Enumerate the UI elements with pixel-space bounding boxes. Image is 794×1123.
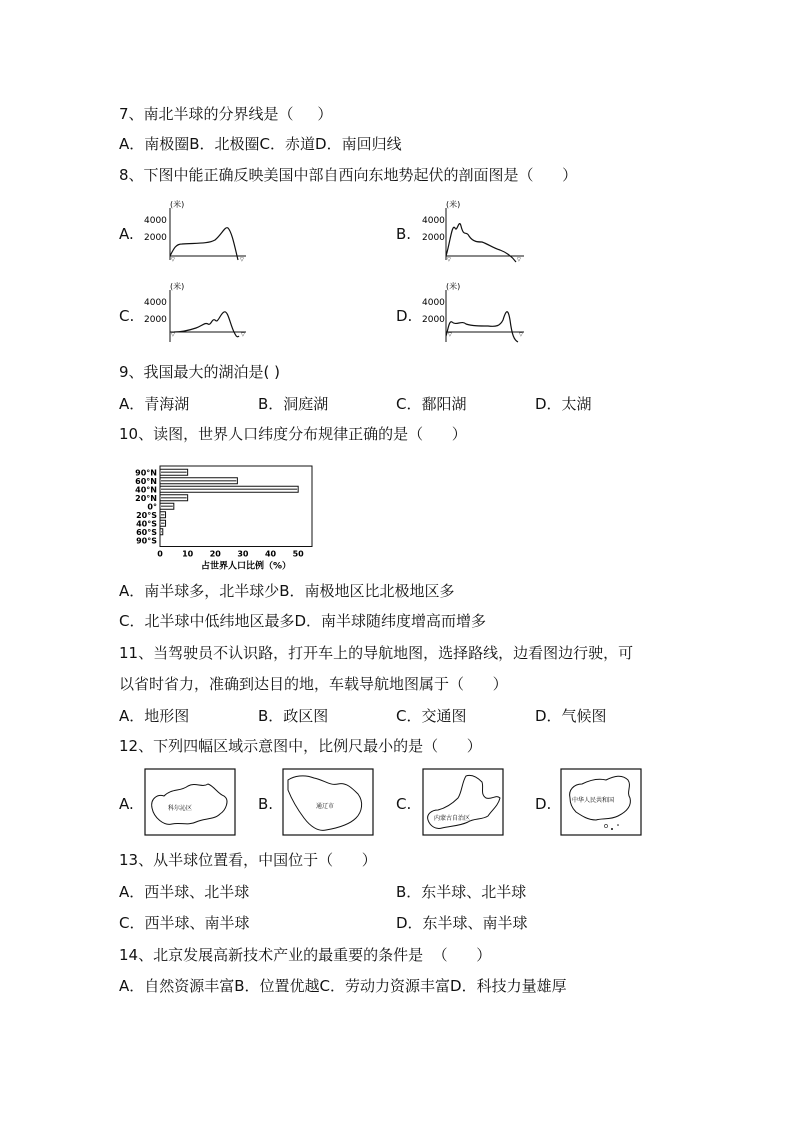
svg-text:▽: ▽ — [171, 257, 175, 263]
population-latitude-chart — [122, 462, 362, 572]
x-tick-label: 0 — [157, 549, 163, 559]
q9-option-a: A．青海湖 — [119, 395, 190, 413]
q8-option-c-label: C. — [119, 307, 135, 325]
q14-options: A．自然资源丰富B．位置优越C．劳动力资源丰富D．科技力量雄厚 — [119, 977, 567, 995]
y-tick-label: 90°S — [136, 536, 157, 546]
q13-option-b: B．东半球、北半球 — [396, 883, 527, 901]
x-tick-label: 10 — [182, 549, 194, 559]
q12-map-a — [144, 768, 236, 836]
q8b-tick-4000: 4000 — [422, 216, 445, 226]
q13-option-d: D．东半球、南半球 — [396, 914, 528, 932]
y-tick-label: 40°S — [136, 519, 157, 529]
q9-option-b: B．洞庭湖 — [258, 395, 329, 413]
q8-profile-c — [140, 280, 250, 348]
q8a-unit: (米) — [170, 200, 185, 209]
q8-stem: 8、下图中能正确反映美国中部自西向东地势起伏的剖面图是（ ） — [119, 166, 578, 184]
q8b-unit: (米) — [446, 200, 461, 209]
q12-map-b — [282, 768, 374, 836]
svg-text:▽: ▽ — [171, 332, 175, 338]
q11-stem-line2: 以省时省力，准确到达目的地，车载导航地图属于（ ） — [119, 675, 508, 693]
q9-stem: 9、我国最大的湖泊是( ) — [119, 363, 281, 381]
q8-option-a-label: A. — [119, 225, 134, 243]
q8-profile-d — [418, 280, 528, 348]
q10-option-ab: A．南半球多，北半球少B．南极地区比北极地区多 — [119, 582, 455, 600]
q12-option-c-label: C. — [396, 795, 412, 813]
q12d-map-name: 中华人民共和国 — [572, 797, 615, 804]
q9-option-d: D．太湖 — [535, 395, 592, 413]
y-tick-label: 90°N — [135, 468, 157, 478]
q13-option-a: A．西半球、北半球 — [119, 883, 250, 901]
q12-option-d-label: D. — [535, 795, 552, 813]
y-tick-label: 20°S — [136, 510, 157, 520]
q10-option-cd: C．北半球中低纬地区最多D．南半球随纬度增高而增多 — [119, 612, 487, 630]
svg-text:▽: ▽ — [447, 257, 451, 263]
q8-option-b-label: B. — [396, 225, 412, 243]
y-tick-label: 20°N — [135, 493, 157, 503]
q12-option-a-label: A. — [119, 795, 134, 813]
q11-stem-line1: 11、当驾驶员不认识路，打开车上的导航地图，选择路线，边看图边行驶，可 — [119, 644, 634, 662]
y-tick-label: 60°S — [136, 527, 157, 537]
q13-stem: 13、从半球位置看，中国位于（ ） — [119, 851, 377, 869]
svg-text:▽: ▽ — [240, 257, 244, 263]
q12-map-c — [422, 768, 504, 836]
q8a-tick-2000: 2000 — [144, 233, 167, 243]
q10-stem: 10、读图，世界人口纬度分布规律正确的是（ ） — [119, 425, 467, 443]
q12a-map-name: 科尔沁区 — [168, 805, 193, 812]
q8a-tick-4000: 4000 — [144, 216, 167, 226]
q12-map-d — [560, 768, 642, 836]
x-tick-label: 20 — [209, 549, 221, 559]
svg-text:▽: ▽ — [517, 257, 521, 263]
q8-profile-b — [418, 198, 528, 266]
x-tick-label: 50 — [292, 549, 304, 559]
q7-options: A．南极圈B．北极圈C．赤道D．南回归线 — [119, 135, 402, 153]
q12-stem: 12、下列四幅区域示意图中，比例尺最小的是（ ） — [119, 737, 482, 755]
q8d-unit: (米) — [446, 282, 461, 291]
q12b-map-name: 通辽市 — [316, 803, 335, 810]
q9-option-c: C．鄱阳湖 — [396, 395, 467, 413]
svg-text:▽: ▽ — [519, 332, 523, 338]
svg-text:▽: ▽ — [241, 332, 245, 338]
q8c-tick-4000: 4000 — [144, 298, 167, 308]
y-tick-label: 60°N — [135, 476, 157, 486]
svg-text:▽: ▽ — [448, 332, 452, 338]
q8d-tick-2000: 2000 — [422, 315, 445, 325]
q8c-tick-2000: 2000 — [144, 315, 167, 325]
q14-stem: 14、北京发展高新技术产业的最重要的条件是 （ ） — [119, 946, 492, 964]
y-tick-label: 0° — [147, 502, 157, 512]
q12c-map-name: 内蒙古自治区 — [434, 815, 471, 822]
q8c-unit: (米) — [170, 282, 185, 291]
q7-stem: 7、南北半球的分界线是（ ） — [119, 105, 333, 123]
q13-option-c: C．西半球、南半球 — [119, 914, 250, 932]
q12-option-b-label: B. — [258, 795, 274, 813]
x-axis-label: 占世界人口比例（%） — [200, 561, 292, 572]
q8b-tick-2000: 2000 — [422, 233, 445, 243]
q11-option-a: A．地形图 — [119, 707, 190, 725]
q8-option-d-label: D. — [396, 307, 413, 325]
x-tick-label: 30 — [237, 549, 249, 559]
x-tick-label: 40 — [264, 549, 277, 559]
q8-profile-a — [140, 198, 250, 266]
y-tick-label: 40°N — [135, 485, 157, 495]
q11-option-d: D．气候图 — [535, 707, 607, 725]
q11-option-b: B．政区图 — [258, 707, 329, 725]
q8d-tick-4000: 4000 — [422, 298, 445, 308]
q11-option-c: C．交通图 — [396, 707, 467, 725]
